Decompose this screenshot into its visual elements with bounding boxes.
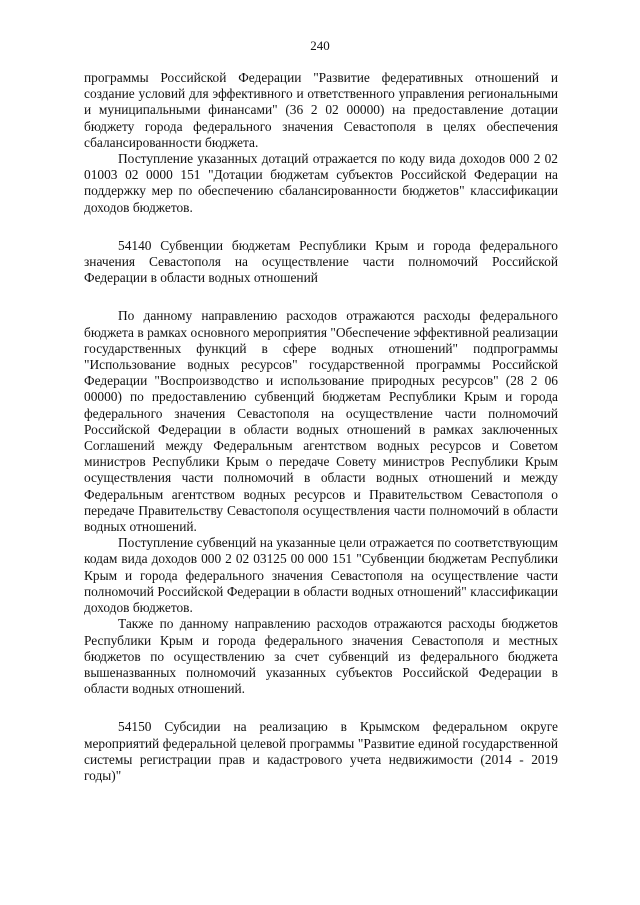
document-body	[84, 70, 558, 784]
spacer	[84, 286, 558, 308]
paragraph-expenditure-direction: По данному направлению расходов отражаются расходы федерального бюджета в рамках основного мероприятия "Обеспечение эффективной реализации государственных функций в сфере водных отношений" подпрограммы "Использование водных ресурсов" государственной программы Российской Федерации "Воспроизводство и использование природных ресурсов" (28 2 06 00000) по предоставлению субвенций бюджетам Республики Крым и города федерального значения Севастополя на осуществление части полномочий Российской Федерации в области водных отношений в рамках заключенных Соглашений между Федеральным агентством водных ресурсов и Советом министров Республики Крым о передаче Совету министров Республики Крым осуществления части полномочий в области водных отношений и между Федеральным агентством водных ресурсов и Правительством Севастополя о передаче Правительству Севастополя осуществления части полномочий в области водных отношений.	[84, 308, 558, 535]
paragraph-regional-expenditure: Также по данному направлению расходов отражаются расходы бюджетов Республики Крым и города федерального значения Севастополя и местных бюджетов по осуществлению за счет субвенций из федерального бюджета вышеназванных полномочий указанных субъектов Российской Федерации в области водных отношений.	[84, 616, 558, 697]
paragraph-subsidy-income: Поступление указанных дотаций отражается по коду вида доходов 000 2 02 01003 02 0000 151 "Дотации бюджетам субъектов Российской Федерации на поддержку мер по обеспечению сбалансированности бюджетов" классификации доходов бюджетов.	[84, 151, 558, 215]
section-heading-54140: 54140 Субвенции бюджетам Республики Крым и города федерального значения Севастополя на осуществление части полномочий Российской Федерации в области водных отношений	[84, 237, 558, 286]
paragraph-continuation: программы Российской Федерации "Развитие федеративных отношений и создание условий для эффективного и ответственного управления региональными и муниципальными финансами" (36 2 02 00000) на предоставление дотации бюджету города федерального значения Севастополя в целях обеспечения сбалансированности бюджета.	[84, 70, 558, 150]
spacer	[84, 216, 558, 238]
paragraph-subvention-income: Поступление субвенций на указанные цели отражается по соответствующим кодам вида доходов 000 2 02 03125 00 000 151 "Субвенции бюджетам Республики Крым и города федерального значения Севастополя на осуществление части полномочий Российской Федерации в области водных отношений" классификации доходов бюджетов.	[84, 535, 558, 616]
spacer	[84, 697, 558, 719]
page-number: 240	[310, 38, 330, 53]
section-heading-54150: 54150 Субсидии на реализацию в Крымском федеральном округе мероприятий федеральной целевой программы "Развитие единой государственной системы регистрации прав и кадастрового учета недвижимости (2014 - 2019 годы)"	[84, 719, 558, 783]
